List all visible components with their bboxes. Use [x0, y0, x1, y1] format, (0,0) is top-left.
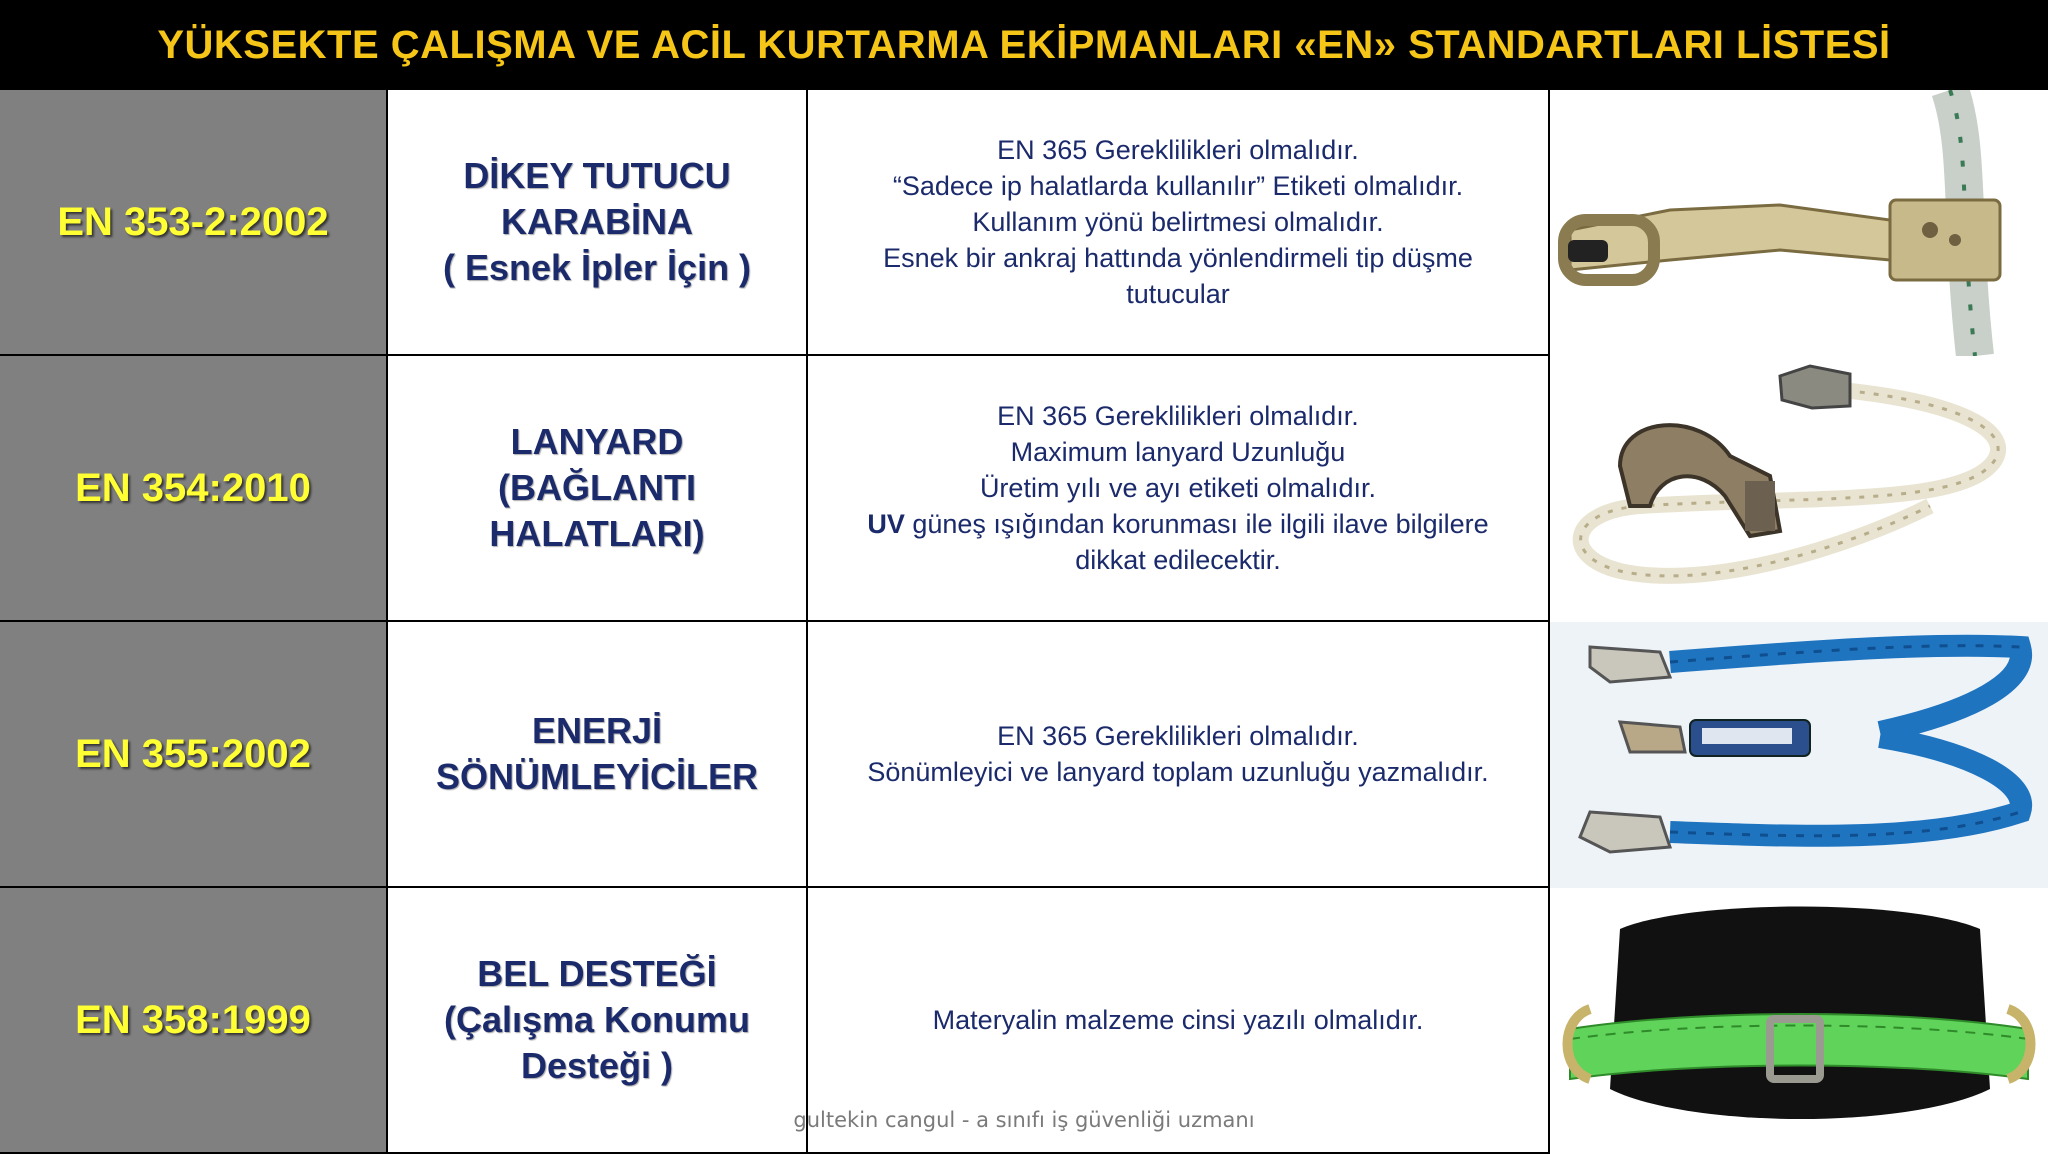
requirements-cell [808, 622, 1550, 888]
requirement-line: Maximum lanyard Uzunluğu [1010, 437, 1346, 467]
equipment-name-line: LANYARD [510, 421, 684, 462]
equipment-name-line: SÖNÜMLEYİCİLER [435, 756, 758, 797]
requirement-line: Materyalin malzeme cinsi yazılı olmalıdır. [932, 1005, 1424, 1035]
requirement-line: dikkat edilecektir. [1075, 545, 1281, 575]
equipment-name-cell [388, 356, 808, 622]
standards-table [0, 90, 2048, 1152]
standard-code-cell [0, 622, 388, 888]
requirement-line: Üretim yılı ve ayı etiketi olmalıdır. [979, 473, 1377, 503]
energy-absorber-lanyard-icon [1550, 622, 2048, 888]
table-row [0, 90, 2048, 356]
requirement-line: EN 365 Gereklilikleri olmalıdır. [997, 401, 1359, 431]
requirement-line-uv [867, 506, 1488, 542]
uv-text: güneş ışığından korunması ile ilgili ilave bilgilere [904, 509, 1489, 539]
standard-code: EN 355:2002 [75, 731, 311, 776]
uv-label: UV [867, 509, 905, 539]
standard-code-cell [0, 90, 388, 356]
requirement-line: EN 365 Gereklilikleri olmalıdır. [997, 135, 1359, 165]
standard-code: EN 358:1999 [75, 997, 311, 1042]
requirements-cell [808, 90, 1550, 356]
requirement-line: Kullanım yönü belirtmesi olmalıdır. [972, 207, 1384, 237]
equipment-name-line: DİKEY TUTUCU [463, 155, 731, 196]
equipment-name-line: ENERJİ [531, 710, 663, 751]
equipment-name-line: KARABİNA [501, 201, 693, 242]
rope-grab-fall-arrester-icon [1550, 90, 2048, 356]
equipment-name-line: ( Esnek İpler İçin ) [442, 247, 752, 288]
table-row [0, 356, 2048, 622]
requirements-cell [808, 356, 1550, 622]
equipment-name-cell [388, 90, 808, 356]
requirement-line: EN 365 Gereklilikleri olmalıdır. [997, 721, 1359, 751]
equipment-name-line: (BAĞLANTI HALATLARI) [489, 467, 705, 554]
equipment-name-line: (Çalışma Konumu [443, 999, 751, 1040]
equipment-name-line: BEL DESTEĞİ [477, 953, 717, 994]
requirement-line: Sönümleyici ve lanyard toplam uzunluğu yazmalıdır. [867, 757, 1489, 787]
standard-code-cell [0, 356, 388, 622]
equipment-name-cell [388, 622, 808, 888]
requirement-line: Esnek bir ankraj hattında yönlendirmeli tip düşme [883, 243, 1473, 273]
rope-lanyard-with-hooks-icon [1550, 356, 2048, 622]
equipment-name-line: Desteği ) [520, 1045, 674, 1086]
page-title: YÜKSEKTE ÇALIŞMA VE ACİL KURTARMA EKİPMANLARI «EN» STANDARTLARI LİSTESİ [157, 22, 1891, 67]
title-bar [0, 0, 2048, 90]
requirement-line: “Sadece ip halatlarda kullanılır” Etiketi olmalıdır. [892, 171, 1464, 201]
table-row [0, 622, 2048, 888]
footer-credit: gultekin cangul - a sınıfı iş güvenliği uzmanı [793, 1108, 1255, 1132]
standard-code: EN 354:2010 [75, 465, 311, 510]
requirement-line: tutucular [1126, 279, 1230, 309]
standard-code: EN 353-2:2002 [57, 199, 329, 244]
